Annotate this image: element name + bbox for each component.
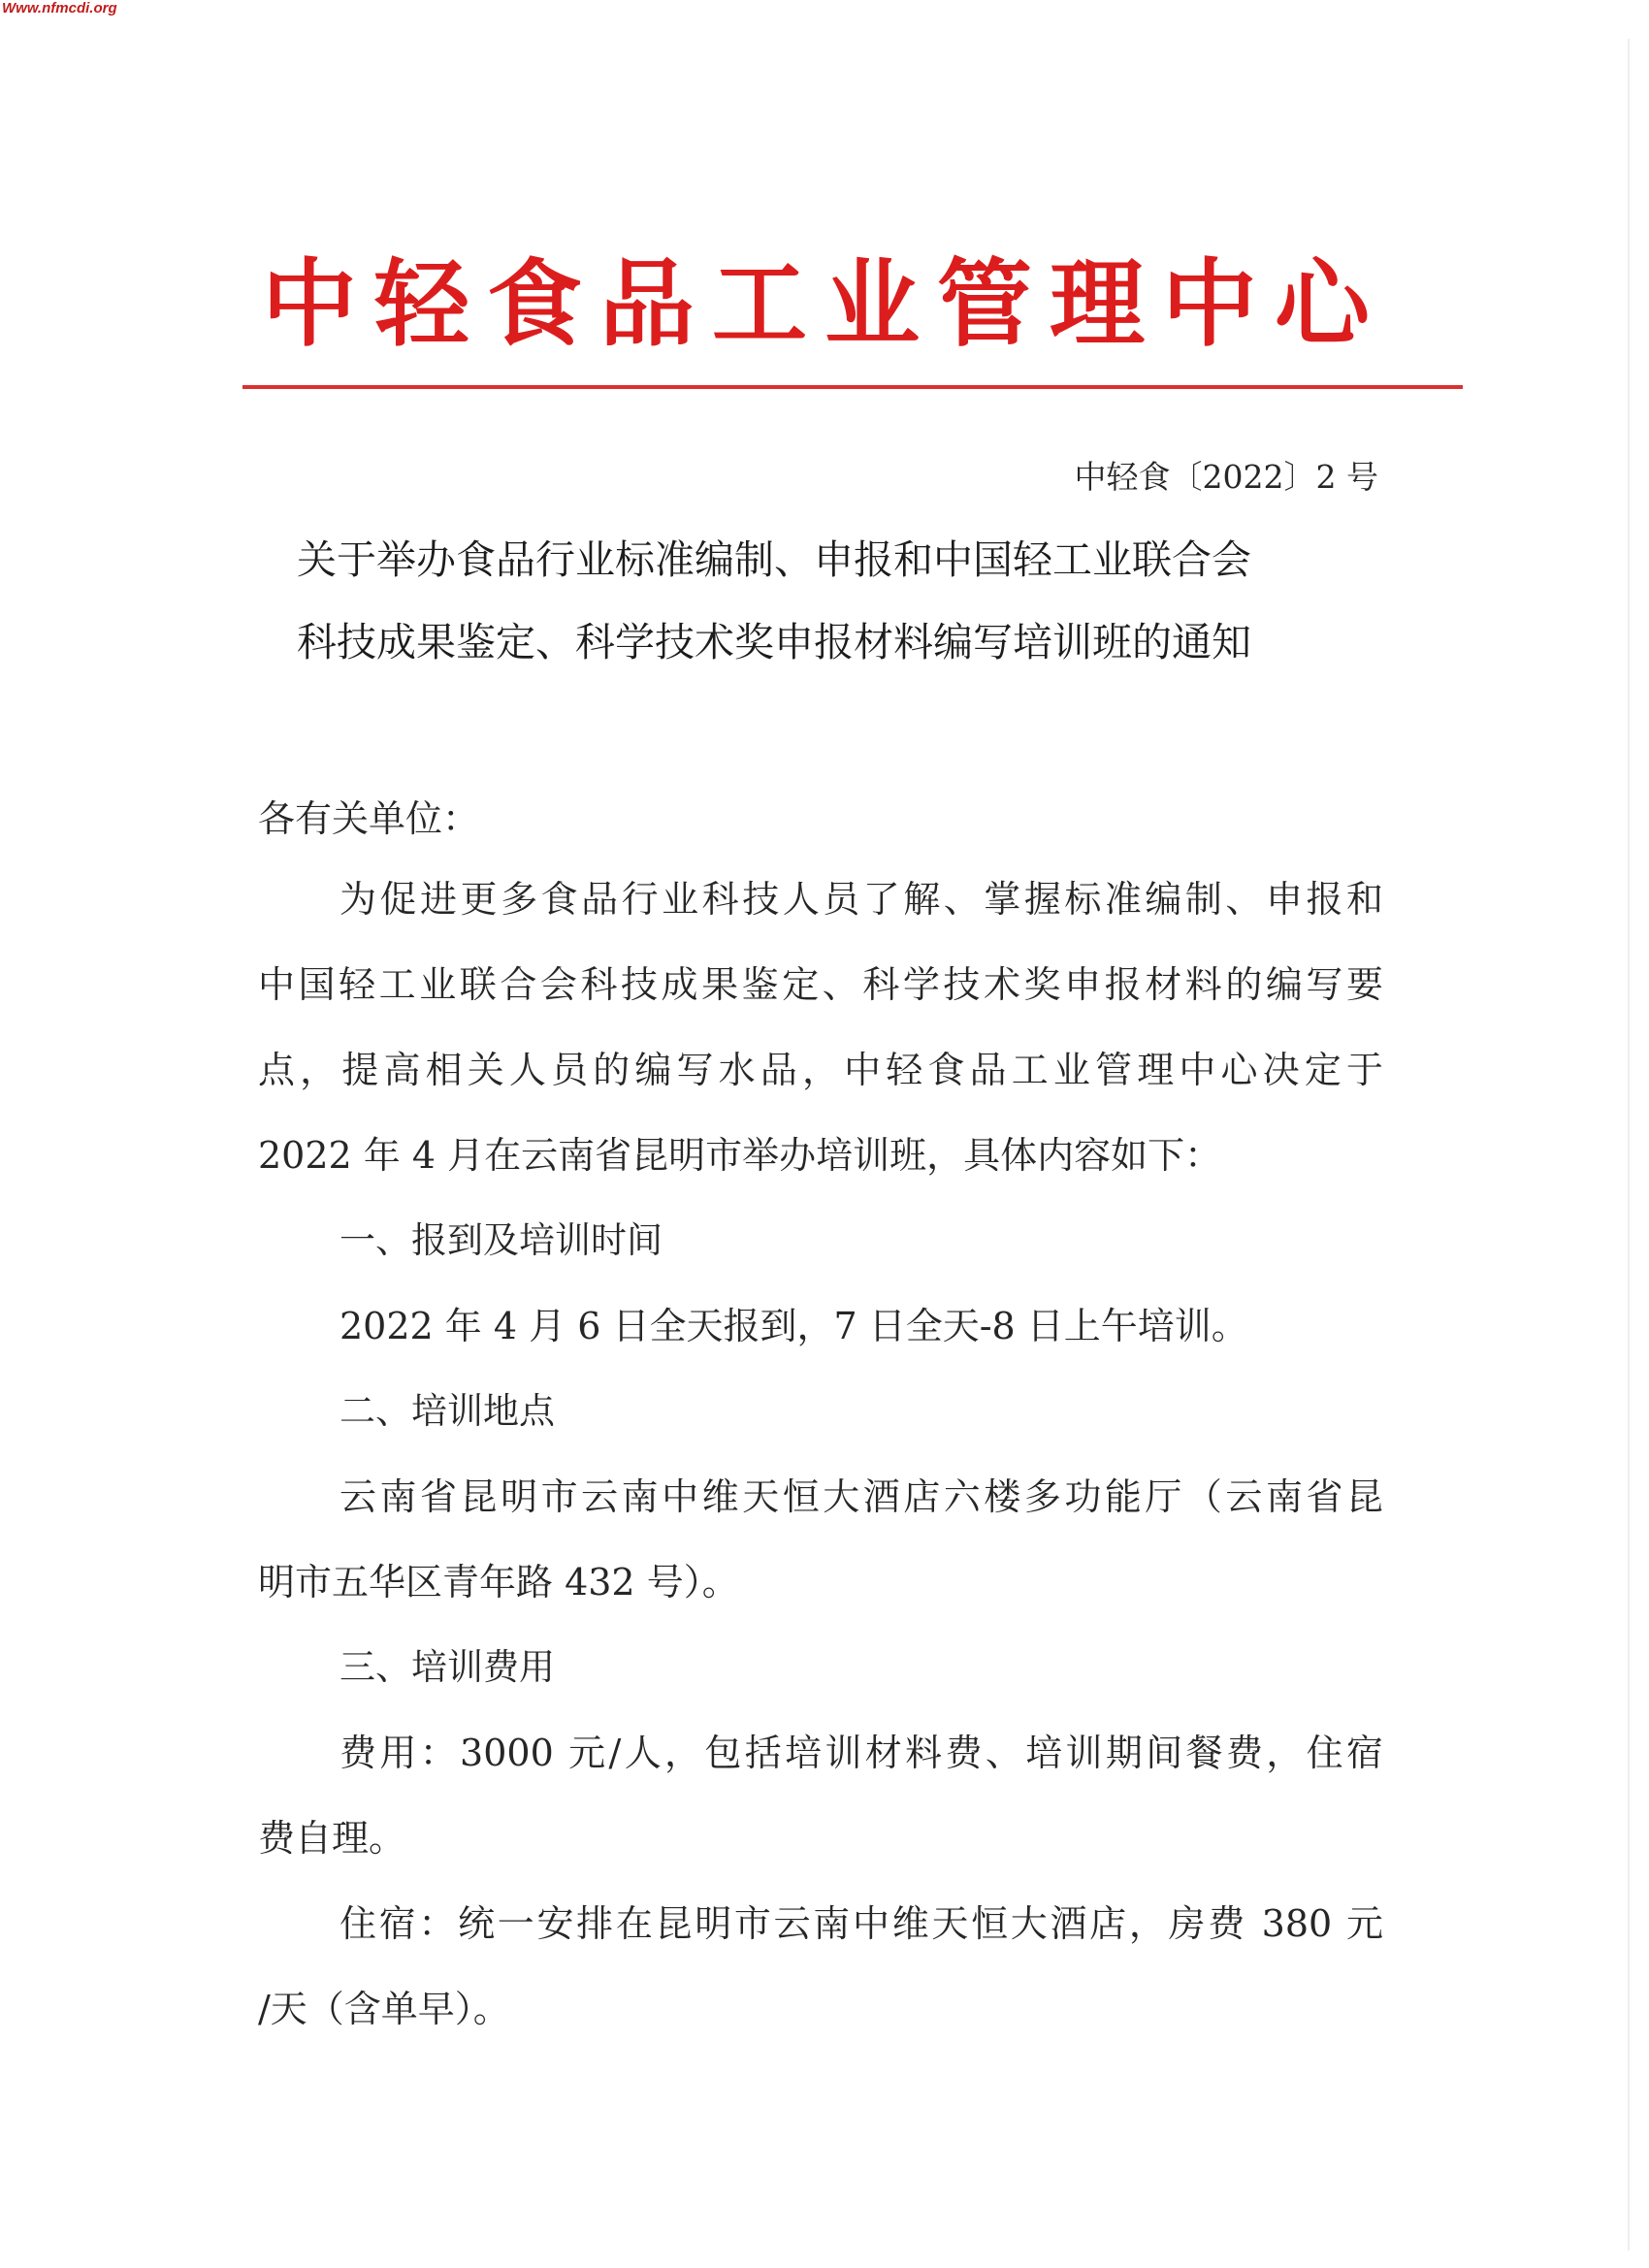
section-3-fee-line-1: 费用：3000 元/人，包括培训材料费、培训期间餐费，住宿 <box>340 1732 1383 1774</box>
intro-line-4: 2022 年 4 月在云南省昆明市举办培训班，具体内容如下： <box>258 1134 1222 1177</box>
document-title-line-1: 关于举办食品行业标准编制、申报和中国轻工业联合会 <box>297 536 1251 583</box>
organization-header: 中轻食品工业管理中心 <box>261 249 1387 360</box>
section-1-heading: 一、报到及培训时间 <box>340 1219 663 1261</box>
document-title-line-2: 科技成果鉴定、科学技术奖申报材料编写培训班的通知 <box>297 619 1251 665</box>
salutation: 各有关单位： <box>258 797 480 840</box>
section-3-lodging-line-1: 住宿：统一安排在昆明市云南中维天恒大酒店，房费 380 元 <box>340 1902 1383 1945</box>
section-2-line-2: 明市五华区青年路 432 号）。 <box>258 1561 739 1604</box>
section-1-text: 2022 年 4 月 6 日全天报到，7 日全天-8 日上午培训。 <box>340 1305 1248 1347</box>
section-3-lodging-line-2: /天（含单早）。 <box>258 1988 510 2030</box>
section-3-fee-line-2: 费自理。 <box>258 1817 406 1860</box>
site-watermark: Www.nfmcdi.org <box>2 0 117 16</box>
page-edge-divider <box>1628 39 1630 2251</box>
header-red-rule <box>242 385 1463 389</box>
document-number: 中轻食〔2022〕2 号 <box>1074 458 1378 496</box>
section-2-line-1: 云南省昆明市云南中维天恒大酒店六楼多功能厅（云南省昆 <box>340 1475 1383 1518</box>
intro-line-2: 中国轻工业联合会科技成果鉴定、科学技术奖申报材料的编写要 <box>258 963 1383 1006</box>
section-3-heading: 三、培训费用 <box>340 1646 555 1688</box>
intro-line-3: 点，提高相关人员的编写水品，中轻食品工业管理中心决定于 <box>258 1049 1383 1091</box>
intro-line-1: 为促进更多食品行业科技人员了解、掌握标准编制、申报和 <box>340 878 1383 921</box>
section-2-heading: 二、培训地点 <box>340 1390 555 1432</box>
